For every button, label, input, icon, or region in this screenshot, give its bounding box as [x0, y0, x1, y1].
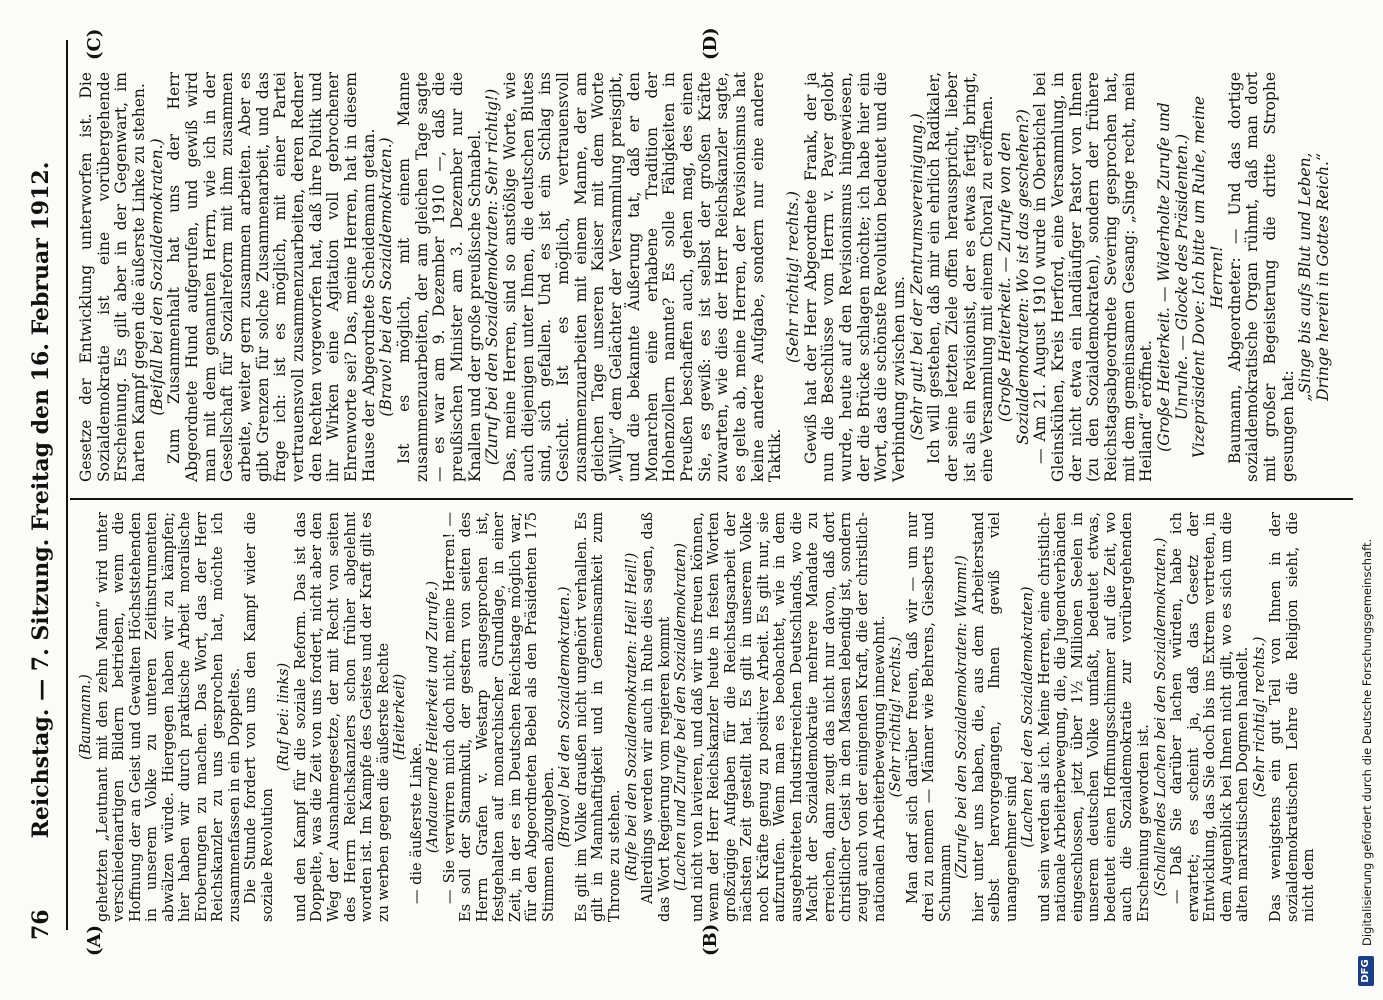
speaker-tag: (Baumann.): [78, 674, 94, 760]
paragraph: Ich will gestehen, daß mir ein ehrlich Radikaler, der seine letzten Ziele offen herausspricht, lieber ist als ein Revisionist, der es etwas fertig bringt, eine Versammlung mit einem Choral zu eröffnen.: [925, 72, 997, 482]
interjection: (Lachen bei den Sozialdemokraten): [1020, 586, 1037, 848]
margin-marker-d: (D): [700, 27, 721, 60]
column-divider: [70, 498, 1353, 500]
interjection: (Zuruf bei den Sozialdemokraten: Sehr richtig!): [483, 88, 502, 466]
interjection: (Bravo! bei den Sozialdemokraten.): [377, 137, 396, 417]
paragraph: und sein werden als ich. Meine Herren, eine christlich-nationale Arbeiterbewegung, die, die Jugendverbänden eingeschlossen, jetzt über 1½ Millionen Seelen in unserem deutschen Volke umfaßt, bedeutet etwas, bedeutet einen Hoffnungsschimmer auf die Zeit, wo auch die Sozialdemokratie zur vorübergehenden Erscheinung geworden ist.: [1036, 512, 1152, 922]
paragraph: — Sie verwirren mich doch nicht, meine Herren! — Es soll der Stammkult, der gestern von seiten des Herrn Grafen v. Westarp ausgesprochen ist, festgehalten auf monarchischer Grundlage, in einer Zeit, in der es im Deutschen Reichstage möglich war, für den Abgeordneten Bebel als den Präsidenten 175 Stimmen abzugeben.: [441, 512, 557, 922]
interjection: (Zurufe bei den Sozialdemokraten: Wumm!): [954, 555, 971, 879]
margin-marker-c: (C): [84, 28, 105, 60]
paragraph: Gewiß hat der Herr Abgeordnete Frank, der ja nun die Beschlüsse vom Herrn v. Payer gelobt wurde, heute auf den Revisionismus hingewiesen, der die Brücke schlagen möchte; ich habe hier ein Wort, das die schönste Revolution bedeutet und die Verbindung zwischen uns.: [801, 72, 908, 482]
interjection: (Rufe bei den Sozialdemokraten: Heil! Heil!): [623, 552, 640, 882]
paragraph: Allerdings werden wir auch in Ruhe dies sagen, daß das Wort Regierung vom regieren kommt: [640, 512, 673, 922]
page-number: 76: [28, 909, 54, 940]
paragraph: und nicht von lavieren, und daß wir uns freuen können, wenn der Herr Reichskanzler heute in festen Worten großzügige Aufgaben für die Reichstagsarbeit der nächsten Zeit gestellt hat. Es gilt in unserem Volke noch Kräfte genug zu positiver Arbeit. Es gilt nur, sie aufzurufen. Wenn man es beobachtet, wie in dem ausgebreiteten Industriereichen Deutschlands, wo die Macht der Sozialdemokratie mehrere Mandate zu erreichen, dann zeugt das nicht nur davon, daß dort christlicher Geist in den Massen lebendig ist, sondern zeugt auch von der einigenden Kraft, die der christlich-nationalen Arbeiterbewegung innewohnt.: [689, 512, 888, 922]
paragraph: — die äußerste Linke.: [408, 742, 425, 904]
interjection: (Große Heiterkeit. — Zurufe von den Sozialdemokraten: Wo ist das geschehen?): [995, 109, 1032, 445]
paragraph: Zum Zusammenhalt hat uns der Herr Abgeordnete Hund aufgerufen, und gewiß wird man mit dem genannten Herrn, wie ich in der Gesellschaft für Sozialreform mit ihm zusammen arbeite, weiter gern zusammen arbeiten. Aber es gibt Grenzen für solche Zusammenarbeit, und das frage ich: ist es möglich, mit einer Partei vertrauensvoll zusammenzuarbeiten, deren Redner den Rechten vorgeworfen hat, daß ihre Politik und ihr Wirken eine Agitation voll gebrochener Ehrenworte sei? Das, meine Herren, hat in diesem Hause der Abgeordnete Scheidemann getan.: [165, 72, 378, 482]
paragraph: — Am 21. August 1910 wurde in Oberbichel bei Gleinskühen, Kreis Herford, eine Versammlung, in der nicht etwa ein landläufiger Pastor von Ihnen (zu den Sozialdemokraten), sondern der frühere Reichstagsabgeordnete Severing gesprochen hat, mit dem gemeinsamen Gesang: „Singe recht, mein Heiland“ eröffnet.: [1031, 72, 1156, 482]
margin-marker-b: (B): [700, 923, 721, 956]
interjection: (Ruf bei: links): [276, 662, 293, 772]
funding-note: Digitalisierung gefördert durch die Deutsche Forschungsgemeinschaft.: [1360, 538, 1374, 946]
interjection: (Schallendes Lachen bei den Sozialdemokraten.): [1152, 537, 1169, 897]
interjection: (Große Heiterkeit. — Widerholte Zurufe und Unruhe. — Glocke des Präsidenten.): [1154, 102, 1191, 452]
interjection: (Beifall bei den Sozialdemokraten.): [147, 138, 166, 416]
paragraph: Ist es möglich, mit einem Manne zusammenzuarbeiten, der am gleichen Tage sagte — es war am 9. Dezember 1910 —, daß die preußischen Minister am 3. Dezember nur die Knallen und der große preußische Schnabel.: [395, 72, 484, 482]
paragraph: Die Stunde fordert von uns den Kampf wider die soziale Revolution: [243, 512, 276, 922]
page-header: [24, 60, 64, 940]
speaker-line: Vizepräsident Dove: Ich bitte um Ruhe, meine Herren!: [1190, 95, 1226, 459]
paragraph: — Daß Sie darüber lachen würden, habe ich erwartet; es scheint ja, daß das Gesetz der Entwicklung, das Sie doch bis ins Extrem vertreten, in dem Augenblick bei Ihnen nicht gilt, wo es sich um die alten marxistischen Dogmen handelt.: [1169, 512, 1252, 922]
header-rule: [66, 40, 68, 930]
interjection: (Sehr richtig! rechts.): [783, 191, 802, 363]
interjection: (Heiterkeit): [392, 673, 409, 761]
paragraph: Es gilt im Volke draußen nicht ungehört verhallen. Es gilt in Mannhaftigkeit und in Gemeinsamkeit zum Throne zu stehen.: [573, 512, 623, 922]
paragraph: Man darf sich darüber freuen, daß wir — um nur drei zu nennen — Männer wie Behrens, Giesberts und Schumann: [904, 512, 954, 922]
paragraph: Gesetze der Entwicklung unterworfen ist. Die Sozialdemokratie ist eine vorübergehende Erscheinung. Es gilt aber in der Gegenwart, im harten Kampf gegen die äußerste Linke zu stehen.: [77, 72, 149, 482]
right-text-column: [78, 72, 1333, 482]
interjection: (Lachen und Zurufe bei den Sozialdemokraten): [673, 543, 690, 891]
margin-marker-a: (A): [84, 925, 105, 956]
paragraph: Das, meine Herren, sind so anstößige Worte, wie auch diejenigen unter Ihnen, die deutschen Blutes sind, sich gefallen. Und es ist ein Schlag ins Gesicht. Ist es möglich, vertrauensvoll zusammenzuarbeiten mit einem Manne, der am gleichen Tage unseren Kaiser mit dem Worte „Willy“ dem Gelächter der Versammlung preisgibt, und die bekannte Äußerung tat, daß er den Monarchen eine erhabene Tradition der Hohenzollern nannte? Es solle Fähigkeiten in Preußen beschaffen auch, gehen mag, des einen Sie, es gewiß: es ist selbst der großen Kräfte zuwarten, wie dies der Herr Reichskanzler sagte, es gelte ab, meine Herren, der Revisionismus hat keine andere Aufgabe, sondern nur eine andere Taktik.: [501, 72, 785, 482]
verse-line: Dringe herein in Gottes Reich.“: [1314, 153, 1333, 401]
interjection: (Sehr richtig! rechts.): [1251, 636, 1268, 798]
interjection: (Bravo! bei den Sozialdemokraten.): [557, 586, 574, 848]
interjection: (Andauernde Heiterkeit und Zurufe.): [425, 580, 442, 854]
paragraph: und den Kampf für die soziale Reform. Das ist das Doppelte, was die Zeit von uns fordert, nicht aber den Weg der Ausnahmegesetze, der mit Recht von seiten des Herrn Reichskanzlers schon früher abgelehnt worden ist. Im Kampfe des Geistes und der Kraft gilt es zu werben gegen die äußerste Rechte: [292, 512, 392, 922]
paragraph: Das wenigstens ein gut Teil von Ihnen in der sozialdemokratischen Lehre die Religion sieht, die nicht dem: [1268, 512, 1318, 922]
header-title: Reichstag. — 7. Sitzung. Freitag den 16. Februar 1912.: [28, 161, 54, 839]
dfg-logo: DFG: [1358, 956, 1374, 986]
paragraph: Baumann, Abgeordneter: — Und das dortige sozialdemokratische Organ rühmt, daß man dort mit großer Begeisterung die dritte Strophe gesungen hat:: [1225, 72, 1297, 482]
interjection: (Sehr gut! bei der Zentrumsvereinigung.): [907, 113, 926, 441]
page-footer: [1356, 10, 1380, 990]
interjection: (Sehr richtig! rechts.): [888, 636, 905, 798]
verse-line: „Singe bis aufs Blut und Leben,: [1296, 152, 1315, 402]
paragraph: gehetzten „Leutnant mit den zehn Mann“ wird unter verschiedenartigen Bildern betrieben, wenn die Hoffnung der an Geist und Gewalten Höchststehenden in unserem Volke zu unteren Zeitinstrumenten abwälzen würde. Hiergegen haben wir zu kämpfen; hier haben wir durch praktische Arbeit moralische Eroberungen zu machen. Das Wort, das der Herr Reichskanzler zu uns gesprochen hat, möchte ich zusammenfassen in ein Doppeltes.: [94, 512, 243, 922]
paragraph: hier unter uns haben, die, aus dem Arbeiterstand selbst hervorgegangen, Ihnen gewiß viel unangenehmer sind: [970, 512, 1020, 922]
left-text-column: [78, 512, 1318, 922]
